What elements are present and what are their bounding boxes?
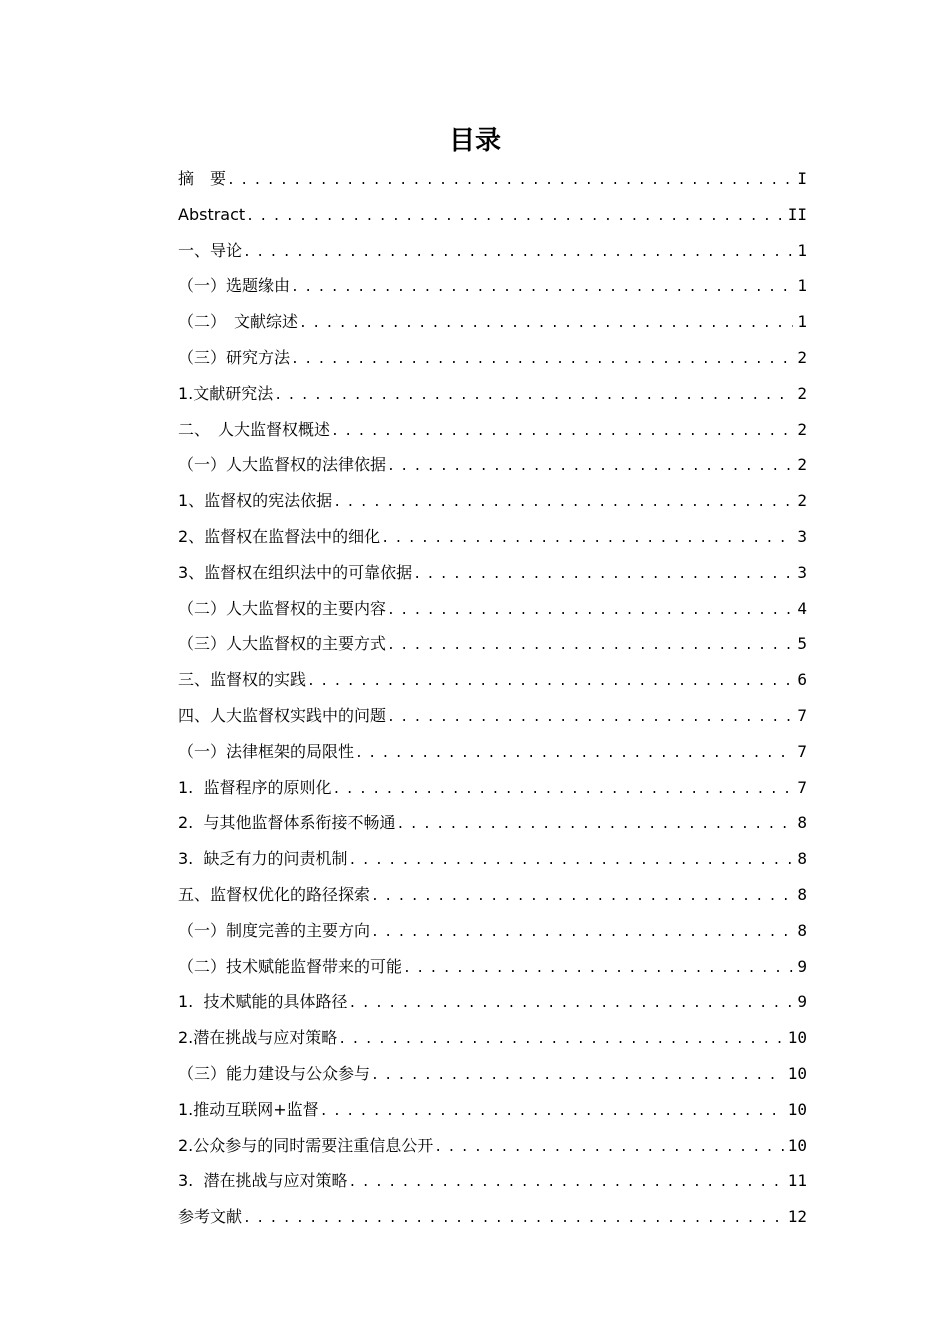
toc-entry-label: （二） 文献综述 xyxy=(178,312,299,332)
toc-entry[interactable] xyxy=(178,662,807,698)
toc-dot-leader xyxy=(387,700,793,736)
toc-entry[interactable] xyxy=(178,841,807,877)
toc-dot-leader xyxy=(396,807,793,843)
toc-entry[interactable] xyxy=(178,984,807,1020)
toc-entry-label: 1、监督权的宪法依据 xyxy=(178,491,333,511)
toc-entry-page-number: 12 xyxy=(787,1207,807,1227)
toc-dot-leader xyxy=(320,1094,784,1130)
toc-dot-leader xyxy=(333,485,793,521)
toc-entry-page-number: 8 xyxy=(797,920,807,940)
toc-entry-page-number: 9 xyxy=(797,992,807,1012)
toc-entry-label: （一）制度完善的主要方向 xyxy=(178,920,371,940)
toc-entry[interactable] xyxy=(178,626,807,662)
toc-entry-page-number: 8 xyxy=(797,849,807,869)
toc-entry-label: 摘 要 xyxy=(178,169,227,188)
toc-entry-page-number: 3 xyxy=(797,526,807,546)
toc-entry-page-number: 10 xyxy=(787,1099,807,1119)
toc-entry-page-number: 2 xyxy=(797,491,807,511)
toc-entry[interactable] xyxy=(178,949,807,985)
toc-title: 目录 xyxy=(448,126,501,156)
toc-entry[interactable] xyxy=(178,340,807,376)
toc-entry-label: 五、监督权优化的路径探索 xyxy=(178,884,371,904)
toc-entry[interactable] xyxy=(178,1056,807,1092)
toc-dot-leader xyxy=(371,1058,784,1094)
toc-entry-page-number: 8 xyxy=(797,884,807,904)
toc-entry-label: （三）研究方法 xyxy=(178,347,291,367)
toc-entry-label: 1.文献研究法 xyxy=(178,383,274,403)
toc-entry-page-number: 2 xyxy=(797,419,807,439)
toc-entry-page-number: 6 xyxy=(797,670,807,690)
toc-dot-leader xyxy=(403,951,793,987)
toc-dot-leader xyxy=(348,843,793,879)
toc-dot-leader xyxy=(331,414,793,450)
toc-entry-page-number: 10 xyxy=(787,1063,807,1083)
toc-entry-page-number: 2 xyxy=(797,455,807,475)
toc-entry-page-number: 8 xyxy=(797,813,807,833)
toc-dot-leader xyxy=(227,163,793,199)
toc-dot-leader xyxy=(299,306,793,342)
toc-entry[interactable] xyxy=(178,1128,807,1164)
toc-entry[interactable] xyxy=(178,1199,807,1235)
toc-entry-page-number: 10 xyxy=(787,1135,807,1155)
toc-entry-page-number: 7 xyxy=(797,777,807,797)
toc-dot-leader xyxy=(413,557,793,593)
toc-dot-leader xyxy=(387,628,793,664)
toc-entry-label: 1. 技术赋能的具体路径 xyxy=(178,992,348,1012)
toc-dot-leader xyxy=(381,521,793,557)
toc-entry-page-number: 10 xyxy=(787,1028,807,1048)
toc-entry[interactable] xyxy=(178,412,807,448)
toc-entry-label: 参考文献 xyxy=(178,1207,243,1227)
toc-dot-leader xyxy=(307,664,793,700)
toc-entry-label: 2.公众参与的同时需要注重信息公开 xyxy=(178,1135,434,1155)
toc-entry-label: （三）能力建设与公众参与 xyxy=(178,1063,371,1083)
toc-entry-page-number: 9 xyxy=(797,956,807,976)
toc-dot-leader xyxy=(246,199,784,235)
toc-entry[interactable] xyxy=(178,734,807,770)
toc-entry[interactable] xyxy=(178,483,807,519)
toc-entry-page-number: 1 xyxy=(797,312,807,332)
toc-entry[interactable] xyxy=(178,447,807,483)
toc-entry-page-number: I xyxy=(797,169,807,188)
toc-entry[interactable] xyxy=(178,519,807,555)
toc-entry-page-number: 1 xyxy=(797,240,807,260)
toc-entry[interactable] xyxy=(178,376,807,412)
toc-entry[interactable] xyxy=(178,913,807,949)
toc-entry-page-number: 3 xyxy=(797,562,807,582)
toc-entry[interactable] xyxy=(178,197,807,233)
toc-dot-leader xyxy=(387,449,793,485)
toc-entry-label: 1.推动互联网+监督 xyxy=(178,1099,319,1119)
toc-entry-label: 1. 监督程序的原则化 xyxy=(178,777,332,797)
toc-entry-page-number: 1 xyxy=(797,276,807,296)
toc-entry-label: 四、人大监督权实践中的问题 xyxy=(178,705,387,725)
toc-dot-leader xyxy=(332,772,793,808)
toc-dot-leader xyxy=(387,593,793,629)
toc-entry-page-number: 2 xyxy=(797,347,807,367)
toc-entry[interactable] xyxy=(178,268,807,304)
toc-entry[interactable] xyxy=(178,161,807,197)
toc-entry-label: （三）人大监督权的主要方式 xyxy=(178,634,387,654)
toc-entry[interactable] xyxy=(178,805,807,841)
toc-dot-leader xyxy=(434,1130,783,1166)
toc-dot-leader xyxy=(348,1165,783,1201)
toc-entry-page-number: 7 xyxy=(797,705,807,725)
toc-entry[interactable] xyxy=(178,1163,807,1199)
toc-entry-page-number: 4 xyxy=(797,598,807,618)
toc-entry[interactable] xyxy=(178,555,807,591)
toc-dot-leader xyxy=(371,879,793,915)
toc-entry-page-number: 5 xyxy=(797,634,807,654)
toc-entry-page-number: II xyxy=(787,204,807,224)
toc-dot-leader xyxy=(291,342,793,378)
toc-dot-leader xyxy=(291,270,793,306)
toc-entry-label: 3. 潜在挑战与应对策略 xyxy=(178,1171,348,1191)
toc-entry[interactable] xyxy=(178,770,807,806)
toc-dot-leader xyxy=(243,235,793,271)
toc-entry-label: （一）选题缘由 xyxy=(178,276,291,296)
toc-dot-leader xyxy=(338,1022,783,1058)
toc-entry-label: Abstract xyxy=(178,204,246,224)
toc-entry[interactable] xyxy=(178,591,807,627)
toc-entry[interactable] xyxy=(178,233,807,269)
toc-dot-leader xyxy=(348,986,793,1022)
toc-entry[interactable] xyxy=(178,698,807,734)
toc-entry-label: 2、监督权在监督法中的细化 xyxy=(178,526,381,546)
toc-entry[interactable] xyxy=(178,877,807,913)
toc-entry-label: （二）技术赋能监督带来的可能 xyxy=(178,956,403,976)
toc-entry-label: 3、监督权在组织法中的可靠依据 xyxy=(178,562,413,582)
toc-entry-label: 三、监督权的实践 xyxy=(178,670,307,690)
toc-entry[interactable] xyxy=(178,1092,807,1128)
table-of-contents xyxy=(178,161,807,1235)
toc-entry-label: （一）人大监督权的法律依据 xyxy=(178,455,387,475)
toc-entry-label: 3. 缺乏有力的问责机制 xyxy=(178,849,348,869)
toc-entry-label: （二）人大监督权的主要内容 xyxy=(178,598,387,618)
toc-entry-page-number: 11 xyxy=(787,1171,807,1191)
toc-entry-label: 2. 与其他监督体系衔接不畅通 xyxy=(178,813,396,833)
toc-dot-leader xyxy=(371,915,793,951)
toc-dot-leader xyxy=(355,736,793,772)
toc-entry-page-number: 2 xyxy=(797,383,807,403)
toc-entry-label: （一）法律框架的局限性 xyxy=(178,741,355,761)
toc-entry[interactable] xyxy=(178,304,807,340)
toc-entry-label: 2.潜在挑战与应对策略 xyxy=(178,1028,338,1048)
toc-entry-page-number: 7 xyxy=(797,741,807,761)
toc-dot-leader xyxy=(274,378,793,414)
toc-entry[interactable] xyxy=(178,1020,807,1056)
toc-entry-label: 二、 人大监督权概述 xyxy=(178,419,331,439)
toc-entry-label: 一、导论 xyxy=(178,240,243,260)
toc-dot-leader xyxy=(243,1201,784,1237)
